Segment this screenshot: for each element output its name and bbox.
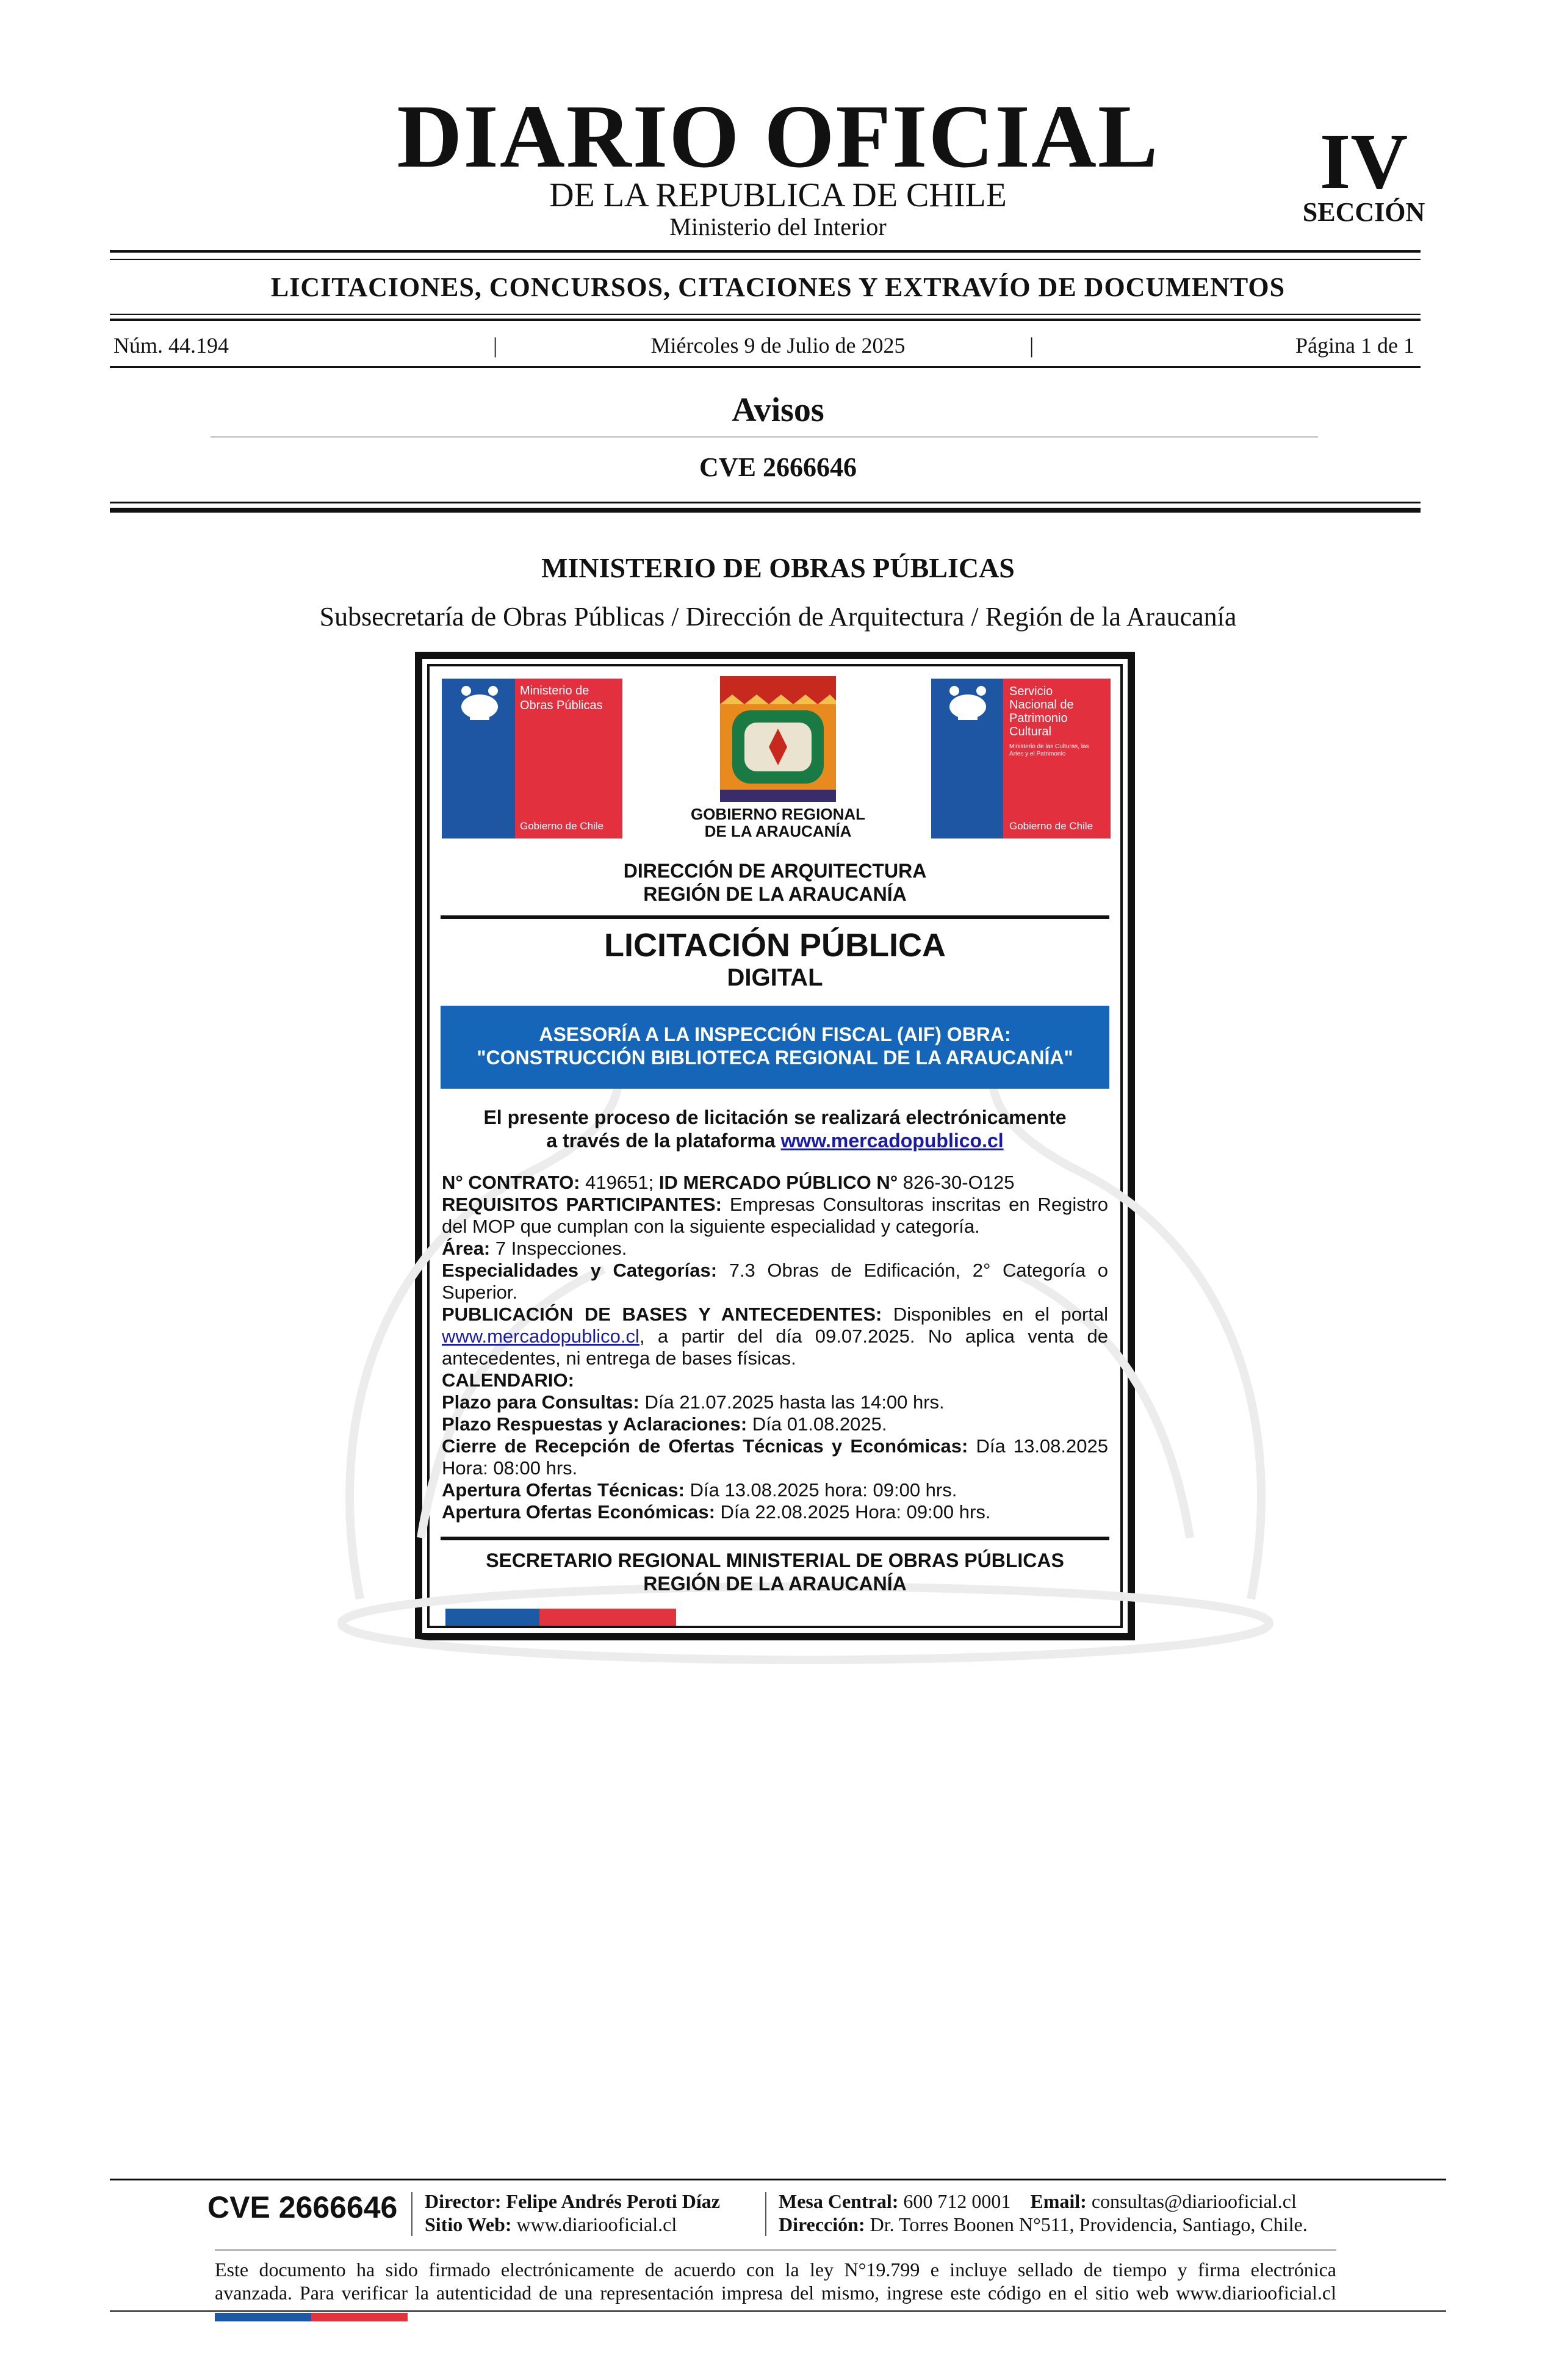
patrimonio-cultural-logo-small: Ministerio de las Culturas, las Artes y el Patrimonio [1009, 743, 1089, 757]
footer-rule-mid [215, 2249, 1336, 2251]
footer-divider [765, 2192, 766, 2236]
organization-name: MINISTERIO DE OBRAS PÚBLICAS [541, 552, 1015, 583]
publicacion-line: PUBLICACIÓN DE BASES Y ANTECEDENTES: Disponibles en el portal www.mercadopublico.cl, a partir del día 09.07.2025. No aplica venta de antecedentes, ni entrega de bases físicas. [442, 1304, 1109, 1369]
mercadopublico-link[interactable]: www.mercadopublico.cl [780, 1130, 1004, 1152]
edition-rule-top [110, 314, 1421, 315]
ad-divider [441, 1537, 1109, 1540]
footer-email-link[interactable]: consultas@diariooficial.cl [1091, 2190, 1297, 2212]
ad-signer: SECRETARIO REGIONAL MINISTERIAL DE OBRAS PÚBLICAS REGIÓN DE LA ARAUCANÍA [486, 1549, 1064, 1595]
masthead-title: DIARIO OFICIAL [397, 87, 1159, 187]
edition-separator: | [1029, 333, 1034, 358]
consultas-line: Plazo para Consultas: Día 21.07.2025 hasta las 14:00 hrs. [442, 1391, 945, 1413]
mercadopublico-link[interactable]: www.mercadopublico.cl [442, 1325, 639, 1347]
footer-website-link[interactable]: www.diariooficial.cl [516, 2213, 677, 2235]
flag-bar-blue [445, 1609, 539, 1626]
footer-rule-bottom [110, 2310, 1446, 2312]
footer-divider [411, 2192, 412, 2236]
flag-bar-blue [215, 2313, 311, 2321]
ad-direccion: DIRECCIÓN DE ARQUITECTURA REGIÓN DE LA ARAUCANÍA [623, 860, 927, 905]
footer-legal-notice: Este documento ha sido firmado electrónicamente de acuerdo con la ley N°19.799 e incluye sellado de tiempo y firma electrónica avanzada. Para verificar la autenticidad de una representación impresa del mismo, ingrese este código en el sitio web www.diariooficial.cl [215, 2259, 1336, 2304]
mop-logo-gov: Gobierno de Chile [520, 820, 604, 832]
ad-licitacion-title: LICITACIÓN PÚBLICA [604, 927, 946, 964]
respuestas-line: Plazo Respuestas y Aclaraciones: Día 01.08.2025. [442, 1413, 887, 1435]
cierre-line: Cierre de Recepción de Ofertas Técnicas y Económicas: Día 13.08.2025 Hora: 08:00 hrs. [442, 1435, 1108, 1479]
mop-logo-text: Ministerio de Obras Públicas [520, 684, 603, 712]
section-label: SECCIÓN [1302, 197, 1425, 227]
footer-cve: CVE 2666646 [207, 2190, 398, 2224]
apertura-economicas-line: Apertura Ofertas Económicas: Día 22.08.2025 Hora: 09:00 hrs. [442, 1501, 991, 1523]
apertura-tecnicas-line: Apertura Ofertas Técnicas: Día 13.08.2025 hora: 09:00 hrs. [442, 1479, 957, 1501]
cve-rule-2 [110, 508, 1421, 513]
edition-number: Núm. 44.194 [113, 333, 229, 358]
notice-divider [211, 436, 1318, 438]
cve-code: CVE 2666646 [699, 452, 857, 482]
flag-bar-red [539, 1609, 676, 1626]
calendario-heading: CALENDARIO: [442, 1369, 574, 1391]
header-rule-top [110, 250, 1421, 253]
gobierno-regional-logo-icon [720, 676, 836, 802]
edition-page: Página 1 de 1 [1295, 333, 1414, 358]
footer-contact-block: Mesa Central: 600 712 0001 Email: consultas@diariooficial.cl Dirección: Dr. Torres Boonen N°511, Providencia, Santiago, Chile. [779, 2190, 1308, 2235]
organization-subunits: Subsecretaría de Obras Públicas / Dirección de Arquitectura / Región de la Araucanía [319, 602, 1237, 632]
patrimonio-cultural-logo-gov: Gobierno de Chile [1009, 820, 1093, 832]
ad-divider [441, 915, 1109, 919]
footer-rule-top [110, 2179, 1446, 2180]
gobierno-regional-logo-text: GOBIERNO REGIONAL DE LA ARAUCANÍA [690, 805, 865, 840]
ad-body [442, 1172, 1108, 1523]
ad-licitacion-subtitle: DIGITAL [727, 964, 823, 991]
contract-line: N° CONTRATO: 419651; ID MERCADO PÚBLICO N° 826-30-O125 [442, 1172, 1015, 1193]
footer-director-block: Director: Felipe Andrés Peroti Díaz Sitio Web: www.diariooficial.cl [425, 2190, 720, 2235]
cve-rule-1 [110, 502, 1421, 503]
section-number: IV [1319, 118, 1408, 206]
header-rule-top-thin [110, 259, 1421, 260]
ad-platform-notice: El presente proceso de licitación se realizará electrónicamente a través de la plataforma www.mercadopublico.cl [483, 1106, 1067, 1152]
ad-project-banner-text: ASESORÍA A LA INSPECCIÓN FISCAL (AIF) OBRA: "CONSTRUCCIÓN BIBLIOTECA REGIONAL DE LA ARAUCANÍA" [477, 1023, 1073, 1069]
edition-rule-bottom [110, 366, 1421, 368]
masthead-subtitle: DE LA REPUBLICA DE CHILE [549, 176, 1007, 214]
flag-bar-red [311, 2313, 408, 2321]
area-line: Área: 7 Inspecciones. [442, 1238, 627, 1259]
category-title: LICITACIONES, CONCURSOS, CITACIONES Y EXTRAVÍO DE DOCUMENTOS [270, 272, 1286, 302]
edition-date: Miércoles 9 de Julio de 2025 [650, 333, 906, 358]
requisitos-line: REQUISITOS PARTICIPANTES: Empresas Consultoras inscritas en Registro del MOP que cumplan con la siguiente especialidad y categoría. [442, 1194, 1108, 1237]
patrimonio-cultural-logo-text: Servicio Nacional de Patrimonio Cultural [1009, 685, 1074, 738]
edition-rule-top-2 [110, 319, 1421, 321]
notice-type: Avisos [732, 391, 824, 429]
edition-separator: | [493, 333, 498, 358]
masthead-ministry: Ministerio del Interior [669, 213, 887, 240]
especialidades-line: Especialidades y Categorías: 7.3 Obras de Edificación, 2° Categoría o Superior. [442, 1260, 1109, 1303]
